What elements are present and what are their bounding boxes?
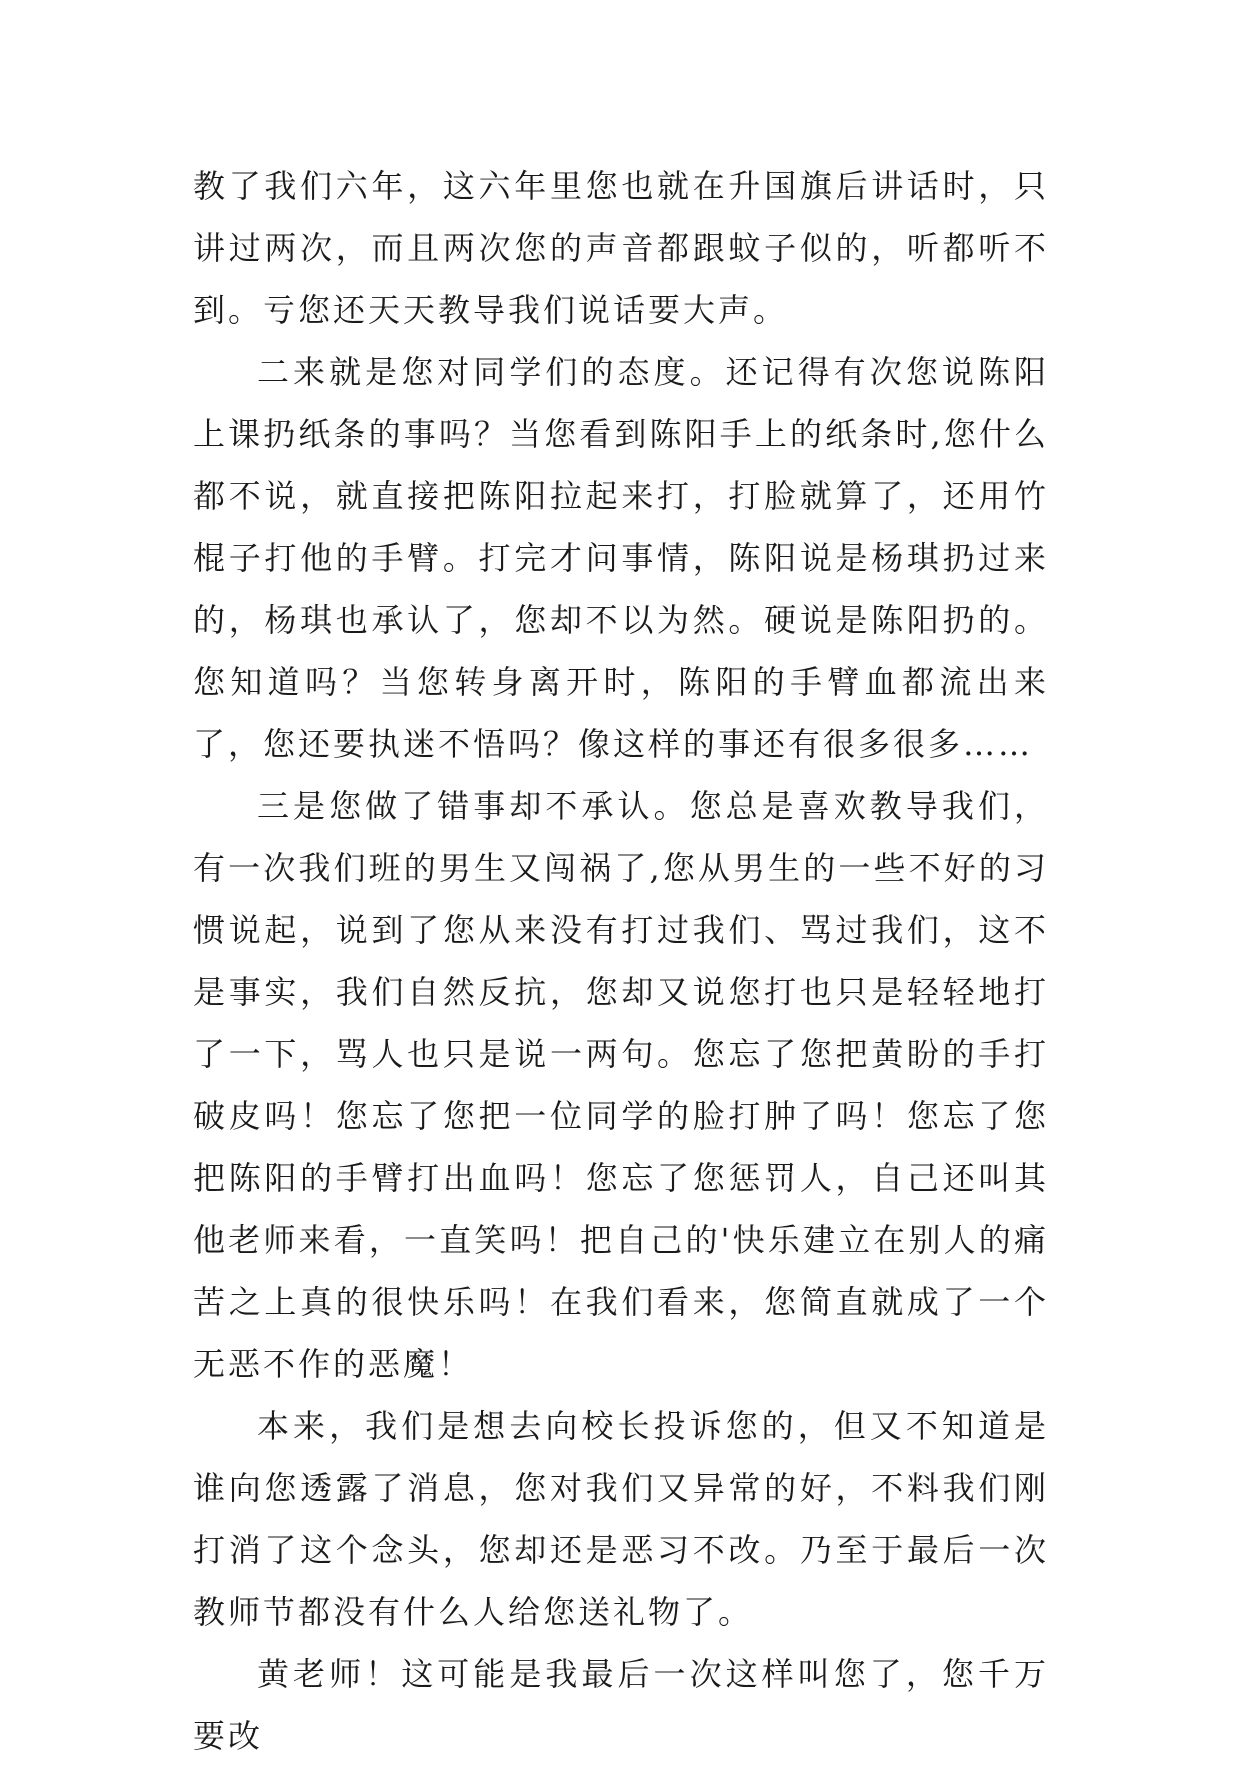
paragraph-2: 二来就是您对同学们的态度。还记得有次您说陈阳上课扔纸条的事吗？当您看到陈阳手上的纸条时,您什么都不说，就直接把陈阳拉起来打，打脸就算了，还用竹棍子打他的手臂。打完才问事情，陈阳说是杨琪扔过来的，杨琪也承认了，您却不以为然。硬说是陈阳扔的。您知道吗？当您转身离开时，陈阳的手臂血都流出来了，您还要执迷不悟吗？像这样的事还有很多很多…… bbox=[193, 353, 1049, 763]
paragraph-3: 三是您做了错事却不承认。您总是喜欢教导我们，有一次我们班的男生又闯祸了,您从男生的一些不好的习惯说起，说到了您从来没有打过我们、骂过我们，这不是事实，我们自然反抗，您却又说您打也只是轻轻地打了一下，骂人也只是说一两句。您忘了您把黄盼的手打破皮吗！您忘了您把一位同学的脸打肿了吗！您忘了您把陈阳的手臂打出血吗！您忘了您惩罚人，自己还叫其他老师来看，一直笑吗！把自己的'快乐建立在别人的痛苦之上真的很快乐吗！在我们看来，您简直就成了一个无恶不作的恶魔！ bbox=[193, 787, 1049, 1383]
paragraph-4: 本来，我们是想去向校长投诉您的，但又不知道是谁向您透露了消息，您对我们又异常的好，不料我们刚打消了这个念头，您却还是恶习不改。乃至于最后一次教师节都没有什么人给您送礼物了。 bbox=[193, 1407, 1049, 1631]
letter-body bbox=[193, 155, 1049, 1767]
paragraph-1: 教了我们六年，这六年里您也就在升国旗后讲话时，只讲过两次，而且两次您的声音都跟蚊子似的，听都听不到。亏您还天天教导我们说话要大声。 bbox=[193, 167, 1049, 329]
paragraph-5: 黄老师！这可能是我最后一次这样叫您了，您千万要改 bbox=[193, 1655, 1049, 1755]
